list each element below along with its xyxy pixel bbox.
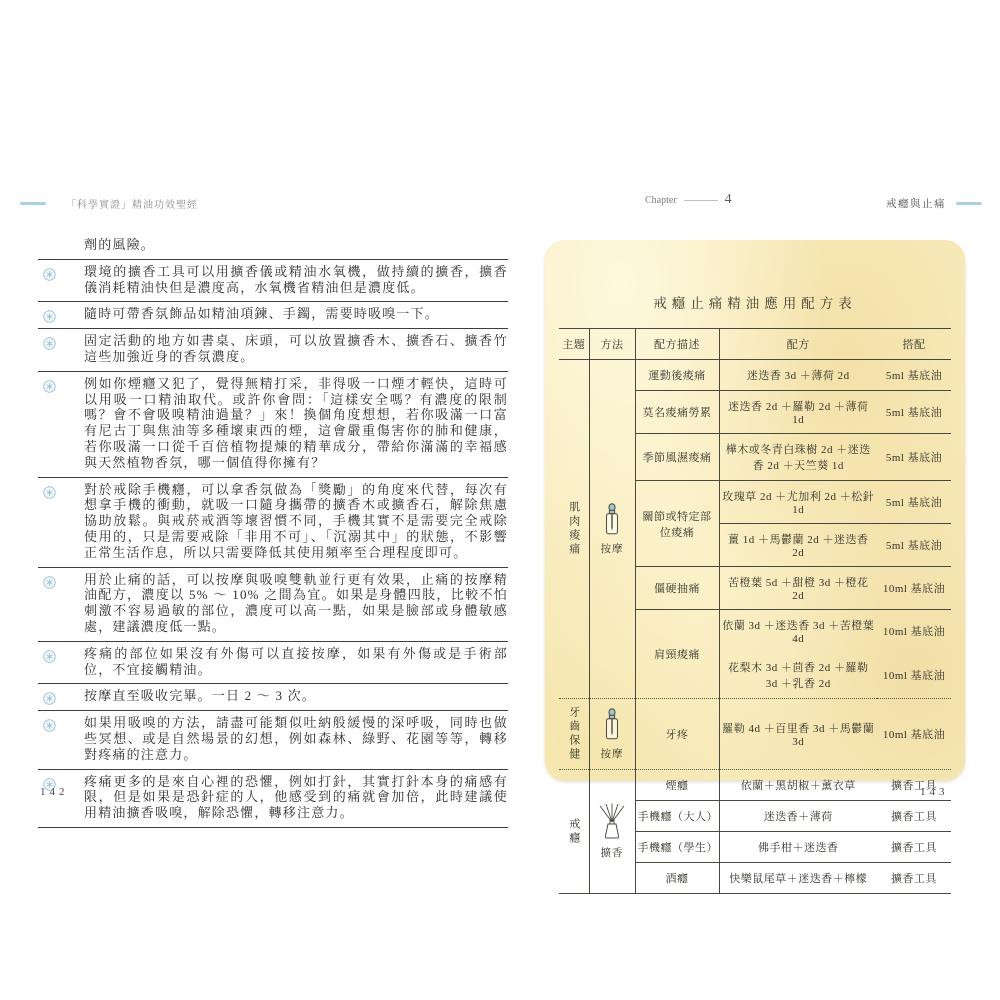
method-label: 按摩: [600, 748, 624, 760]
topic-cell: 牙齒保健: [559, 699, 589, 770]
carrier-cell: 5ml 基底油: [877, 481, 951, 524]
formula-cell: 薑 1d ＋馬鬱蘭 2d ＋迷迭香 2d: [719, 524, 877, 567]
desc-cell: 僵硬抽痛: [635, 567, 719, 610]
formula-cell: 花梨木 3d ＋茴香 2d ＋羅勒 3d ＋乳香 2d: [719, 652, 877, 699]
desc-cell: 酒癮: [635, 863, 719, 894]
asterisk-circle-icon: [43, 268, 56, 281]
bullet-text: 隨時可帶香氛飾品如精油項鍊、手鐲，需要時吸嗅一下。: [84, 306, 440, 322]
carrier-cell: 擴香工具: [877, 770, 951, 801]
formula-cell: 苦橙葉 5d ＋甜橙 3d ＋橙花 2d: [719, 567, 877, 610]
chapter-number: 4: [724, 192, 732, 207]
carrier-cell: 5ml 基底油: [877, 360, 951, 391]
method-label: 擴香: [600, 848, 624, 859]
asterisk-circle-icon: [43, 576, 56, 589]
carrier-cell: 10ml 基底油: [877, 652, 951, 699]
dropper-bottle-icon: [601, 708, 623, 740]
bullet-text: 疼痛更多的是來自心裡的恐懼，例如打針，其實打針本身的痛感有限，但是如果是恐針症的人，他感受到的痛就會加倍，此時建議使用精油擴香吸嗅，解除恐懼，轉移注意力。: [84, 773, 508, 821]
formula-cell: 樺木或冬青白珠樹 2d ＋迷迭香 2d ＋天竺葵 1d: [719, 434, 877, 481]
topic-cell: 戒癮: [559, 770, 589, 894]
bullet-item: [38, 329, 508, 372]
desc-cell: 肩頸痠痛: [635, 610, 719, 699]
formula-cell: 快樂鼠尾草＋迷迭香＋檸檬: [719, 863, 877, 894]
carrier-cell: 擴香工具: [877, 801, 951, 832]
bullet-item: [38, 302, 508, 329]
desc-cell: 運動後痠痛: [635, 360, 719, 391]
table-title: 戒癮止痛精油應用配方表: [653, 296, 857, 311]
asterisk-circle-icon: [43, 650, 56, 663]
header-accent-dash-right: [956, 202, 982, 205]
method-label: 按摩: [600, 543, 624, 555]
formula-cell: 依蘭＋黑胡椒＋薰衣草: [719, 770, 877, 801]
bullet-text: 用於止痛的話，可以按摩與吸嗅雙軌並行更有效果，止痛的按摩精油配方，濃度以 5% ～ 10% 之間為宜。如果是身體四肢，比較不怕刺激不容易過敏的部位，濃度可以高一點，如果是臉部或身體敏感處，建議濃度低一點。: [84, 571, 508, 634]
method-cell: [589, 770, 635, 894]
bullet-item: [38, 642, 508, 685]
bullet-item: [38, 711, 508, 769]
bullet-text: 對於戒除手機癮，可以拿香氛做為「獎勵」的角度來代替，每次有想拿手機的衝動，就吸一口隨身攜帶的擴香木或擴香石，解除焦慮協助放鬆。與戒菸戒酒等壞習慣不同，手機其實不是需要完全戒除使用的，只是需要戒除「非用不可」、「沉溺其中」的狀態，不影響正常生活作息，所以只需要降低其使用頻率至合理程度即可。: [84, 481, 508, 560]
table-header-row: [559, 329, 951, 360]
carrier-cell: 5ml 基底油: [877, 524, 951, 567]
desc-cell: 煙癮: [635, 770, 719, 801]
carrier-cell: 10ml 基底油: [877, 567, 951, 610]
page-number-left: 142: [40, 786, 69, 798]
section-title: 戒癮與止痛: [886, 199, 946, 210]
bullet-item: [38, 260, 508, 303]
desc-cell: 關節或特定部位痠痛: [635, 481, 719, 567]
bullet-item: [38, 568, 508, 642]
asterisk-circle-icon: [43, 380, 56, 393]
carrier-cell: 5ml 基底油: [877, 434, 951, 481]
asterisk-circle-icon: [43, 692, 56, 705]
left-page-text-column: [38, 233, 508, 828]
dropper-bottle-icon: [601, 503, 623, 535]
column-header-pairing: 搭配: [877, 329, 951, 360]
page-number-right: 143: [920, 786, 949, 798]
table-row: [559, 770, 951, 801]
bullet-item: [38, 770, 508, 828]
carrier-cell: 5ml 基底油: [877, 391, 951, 434]
carrier-cell: 擴香工具: [877, 863, 951, 894]
reed-diffuser-icon: [595, 803, 629, 839]
chapter-label: Chapter: [645, 194, 677, 206]
carrier-cell: 10ml 基底油: [877, 699, 951, 770]
method-cell: [589, 699, 635, 770]
bullet-text: 疼痛的部位如果沒有外傷可以直接按摩，如果有外傷或是手術部位，不宜接觸精油。: [84, 645, 508, 677]
asterisk-circle-icon: [43, 310, 56, 323]
formula-cell: 迷迭香＋薄荷: [719, 801, 877, 832]
formula-cell: 佛手柑＋迷迭香: [719, 832, 877, 863]
chapter-indicator: [645, 192, 732, 208]
asterisk-circle-icon: [43, 337, 56, 350]
bullet-text: 例如你煙癮又犯了，覺得無精打采，非得吸一口煙才輕快，這時可以用吸一口精油取代。或許你會問：「這樣安全嗎？有濃度的限制嗎？會不會吸嗅精油過量？」來！換個角度想想，若你吸滿一口富有尼古丁與焦油等多種壞東西的煙，這會嚴重傷害你的肺和健康，若你吸滿一口從千百倍植物提煉的精華成分，帶給你滿滿的幸福感與天然植物香氛，哪一個值得你擁有？: [84, 375, 508, 470]
header-accent-dash-left: [20, 202, 46, 205]
chapter-divider-line: [684, 200, 718, 201]
table-row: [559, 360, 951, 391]
asterisk-circle-icon: [43, 719, 56, 732]
formula-cell: 羅勒 4d ＋百里香 3d ＋馬鬱蘭 3d: [719, 699, 877, 770]
formula-cell: 迷迭香 3d ＋薄荷 2d: [719, 360, 877, 391]
desc-cell: 手機癮（大人）: [635, 801, 719, 832]
desc-cell: 莫名痠痛勞累: [635, 391, 719, 434]
column-header-formula: 配方: [719, 329, 877, 360]
bullet-text: 環境的擴香工具可以用擴香儀或精油水氧機，做持續的擴香，擴香儀消耗精油快但是濃度高，水氧機省精油但是濃度低。: [84, 263, 508, 295]
column-header-topic: 主題: [559, 329, 589, 360]
paragraph-continuation: 劑的風險。: [38, 233, 508, 260]
formula-cell: 依蘭 3d ＋迷迭香 3d ＋苦橙葉 4d: [722, 620, 875, 645]
table-row: [559, 699, 951, 770]
asterisk-circle-icon: [43, 486, 56, 499]
formula-cell: 玫瑰草 2d ＋尤加利 2d ＋松針 1d: [719, 481, 877, 524]
topic-cell: 肌肉痠痛: [559, 360, 589, 699]
recipe-table: [559, 328, 951, 894]
desc-cell: 季節風濕痠痛: [635, 434, 719, 481]
desc-cell: 手機癮（學生）: [635, 832, 719, 863]
carrier-cell: 擴香工具: [877, 832, 951, 863]
bullet-item: [38, 372, 508, 478]
bullet-item: [38, 684, 508, 711]
book-title: 「科學實證」精油功效聖經: [66, 200, 198, 211]
bullet-text: 固定活動的地方如書桌、床頭，可以放置擴香木、擴香石、擴香竹這些加強近身的香氛濃度。: [84, 333, 508, 364]
column-header-method: 方法: [589, 329, 635, 360]
column-header-desc: 配方描述: [635, 329, 719, 360]
bullet-text: 如果用吸嗅的方法，請盡可能類似吐納般緩慢的深呼吸，同時也做些冥想、或是自然場景的幻想，例如森林、綠野、花園等等，轉移對疼痛的注意力。: [84, 715, 508, 762]
carrier-cell: 10ml 基底油: [882, 626, 946, 638]
bullet-item: [38, 478, 508, 568]
method-cell: [589, 360, 635, 699]
bullet-text: 按摩直至吸收完畢。一日 2 ～ 3 次。: [84, 688, 317, 704]
formula-cell: 迷迭香 2d ＋羅勒 2d ＋薄荷 1d: [719, 391, 877, 434]
desc-cell: 牙疼: [635, 699, 719, 770]
